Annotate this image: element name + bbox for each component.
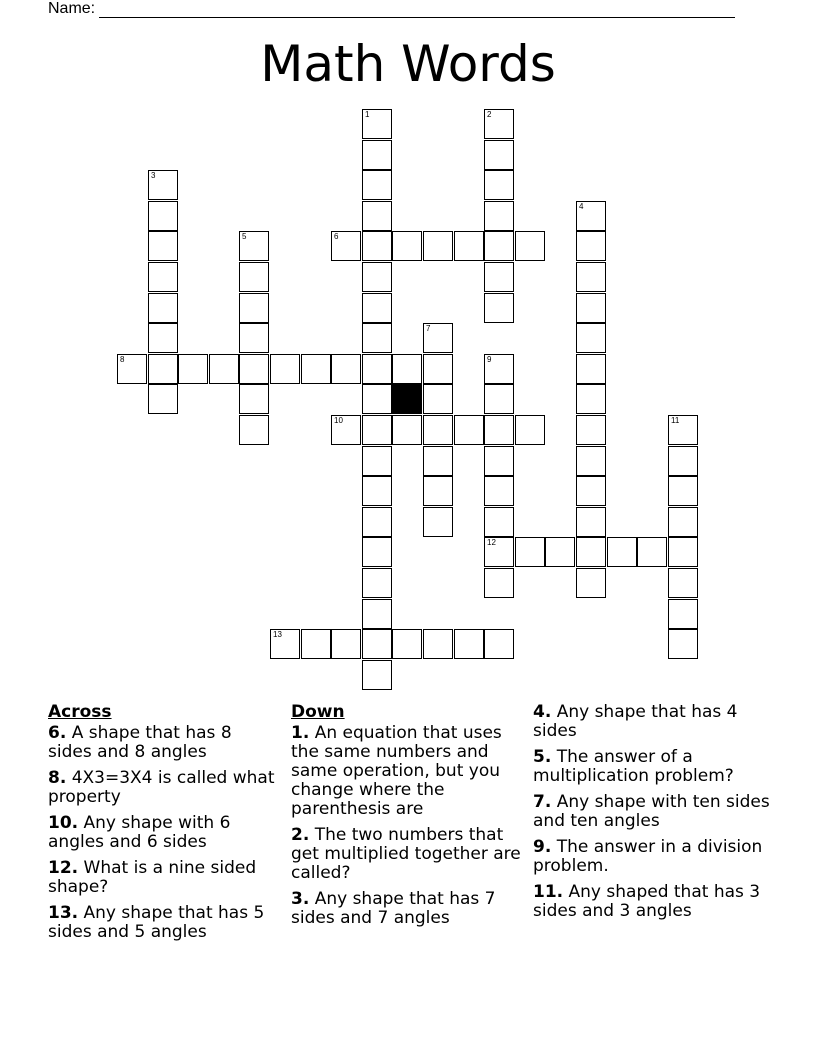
grid-cell[interactable]: [148, 384, 178, 414]
clue-item: [48, 724, 278, 762]
across-clue-list: [48, 724, 278, 942]
grid-cell[interactable]: [668, 599, 698, 629]
clue-item: [533, 703, 773, 741]
grid-cell[interactable]: [484, 507, 514, 537]
down-clues-continued: [533, 703, 773, 928]
grid-cell[interactable]: [239, 415, 269, 445]
grid-cell[interactable]: [423, 354, 453, 384]
clue-item: [533, 793, 773, 831]
clue-item: [291, 890, 521, 928]
grid-cell[interactable]: [362, 140, 392, 170]
clue-item-number: 12.: [48, 858, 79, 878]
clue-item-text: Any shape with ten sides and ten angles: [533, 792, 770, 831]
grid-cell[interactable]: [668, 476, 698, 506]
grid-cell[interactable]: [392, 415, 422, 445]
grid-cell[interactable]: [484, 201, 514, 231]
clue-item-number: 3.: [291, 889, 310, 909]
grid-cell[interactable]: [423, 384, 453, 414]
clue-item-text: Any shape that has 7 sides and 7 angles: [291, 889, 496, 928]
clue-item: [533, 838, 773, 876]
grid-cell[interactable]: [668, 446, 698, 476]
clue-item-text: The answer of a multiplication problem?: [533, 747, 734, 786]
grid-cell[interactable]: [301, 629, 331, 659]
grid-cell[interactable]: [637, 537, 667, 567]
grid-cell[interactable]: [362, 262, 392, 292]
clue-number: 8: [120, 355, 125, 364]
clue-item: [291, 826, 521, 883]
grid-cell[interactable]: [331, 231, 361, 261]
page-title: Math Words: [260, 35, 556, 93]
grid-cell[interactable]: [576, 262, 606, 292]
clue-item: [48, 814, 278, 852]
clue-item: [533, 748, 773, 786]
clue-item-number: 2.: [291, 825, 310, 845]
clue-item-text: Any shape that has 5 sides and 5 angles: [48, 903, 265, 942]
grid-cell[interactable]: [148, 293, 178, 323]
name-label: Name:: [48, 0, 96, 17]
grid-cell[interactable]: [515, 231, 545, 261]
grid-cell[interactable]: [362, 446, 392, 476]
grid-cell[interactable]: [484, 568, 514, 598]
grid-cell[interactable]: [362, 201, 392, 231]
clue-item: [533, 883, 773, 921]
grid-cell[interactable]: [668, 507, 698, 537]
black-square: [392, 384, 422, 414]
grid-cell[interactable]: [423, 415, 453, 445]
grid-cell[interactable]: [239, 323, 269, 353]
grid-cell[interactable]: [576, 231, 606, 261]
grid-cell[interactable]: [484, 446, 514, 476]
clue-item-text: Any shape that has 4 sides: [533, 702, 738, 741]
grid-cell[interactable]: [362, 599, 392, 629]
clue-item-number: 9.: [533, 837, 552, 857]
grid-cell[interactable]: [484, 476, 514, 506]
clue-number: 13: [273, 630, 282, 639]
grid-cell[interactable]: [576, 293, 606, 323]
clue-item-number: 8.: [48, 768, 67, 788]
clue-item-text: The two numbers that get multiplied together are called?: [291, 825, 521, 883]
down-clue-list-2: [533, 703, 773, 921]
grid-cell[interactable]: [117, 354, 147, 384]
grid-cell[interactable]: [209, 354, 239, 384]
grid-cell[interactable]: [423, 507, 453, 537]
clue-item-number: 1.: [291, 723, 310, 743]
grid-cell[interactable]: [515, 537, 545, 567]
grid-cell[interactable]: [423, 476, 453, 506]
clue-item-number: 13.: [48, 903, 79, 923]
grid-cell[interactable]: [423, 629, 453, 659]
grid-cell[interactable]: [331, 354, 361, 384]
grid-cell[interactable]: [239, 293, 269, 323]
grid-cell[interactable]: [607, 537, 637, 567]
grid-cell[interactable]: [484, 415, 514, 445]
clue-number: 4: [579, 202, 584, 211]
grid-cell[interactable]: [301, 354, 331, 384]
clue-item-text: 4X3=3X4 is called what property: [48, 768, 275, 807]
grid-cell[interactable]: [576, 537, 606, 567]
clue-item-number: 10.: [48, 813, 79, 833]
grid-cell[interactable]: [239, 262, 269, 292]
clue-item: [48, 904, 278, 942]
clue-item: [48, 859, 278, 897]
grid-cell[interactable]: [362, 170, 392, 200]
grid-cell[interactable]: [362, 537, 392, 567]
clue-number: 9: [487, 355, 492, 364]
clue-number: 11: [671, 416, 680, 425]
grid-cell[interactable]: [576, 476, 606, 506]
grid-cell[interactable]: [484, 231, 514, 261]
down-heading: Down: [291, 702, 345, 722]
grid-cell[interactable]: [423, 231, 453, 261]
grid-cell[interactable]: [576, 323, 606, 353]
grid-cell[interactable]: [148, 170, 178, 200]
grid-cell[interactable]: [515, 415, 545, 445]
clue-item-number: 6.: [48, 723, 67, 743]
clue-item-number: 11.: [533, 882, 564, 902]
clue-item-text: A shape that has 8 sides and 8 angles: [48, 723, 232, 762]
grid-cell[interactable]: [392, 629, 422, 659]
grid-cell[interactable]: [362, 231, 392, 261]
clue-item-text: What is a nine sided shape?: [48, 858, 257, 897]
grid-cell[interactable]: [668, 629, 698, 659]
grid-cell[interactable]: [178, 354, 208, 384]
grid-cell[interactable]: [362, 629, 392, 659]
clue-item-number: 4.: [533, 702, 552, 722]
grid-cell[interactable]: [576, 415, 606, 445]
down-clue-list-1: [291, 724, 521, 928]
grid-cell[interactable]: [362, 323, 392, 353]
grid-cell[interactable]: [362, 354, 392, 384]
grid-cell[interactable]: [484, 140, 514, 170]
grid-cell[interactable]: [362, 568, 392, 598]
clue-item: [291, 724, 521, 819]
grid-cell[interactable]: [668, 568, 698, 598]
grid-cell[interactable]: [484, 109, 514, 139]
grid-cell[interactable]: [331, 629, 361, 659]
grid-cell[interactable]: [668, 537, 698, 567]
grid-cell[interactable]: [331, 415, 361, 445]
grid-cell[interactable]: [454, 629, 484, 659]
grid-cell[interactable]: [484, 537, 514, 567]
grid-cell[interactable]: [423, 446, 453, 476]
grid-cell[interactable]: [576, 507, 606, 537]
grid-cell[interactable]: [484, 262, 514, 292]
clue-item: [48, 769, 278, 807]
grid-cell[interactable]: [362, 293, 392, 323]
grid-cell[interactable]: [148, 323, 178, 353]
grid-cell[interactable]: [362, 660, 392, 690]
clue-number: 12: [487, 538, 496, 547]
clue-item-text: Any shape with 6 angles and 6 sides: [48, 813, 231, 852]
grid-cell[interactable]: [576, 384, 606, 414]
clue-number: 1: [365, 110, 370, 119]
grid-cell[interactable]: [484, 170, 514, 200]
across-clues: [48, 703, 278, 949]
grid-cell[interactable]: [239, 384, 269, 414]
clue-number: 3: [151, 171, 156, 180]
grid-cell[interactable]: [576, 446, 606, 476]
grid-cell[interactable]: [362, 415, 392, 445]
grid-cell[interactable]: [454, 415, 484, 445]
clue-number: 10: [334, 416, 343, 425]
grid-cell[interactable]: [362, 507, 392, 537]
grid-cell[interactable]: [148, 354, 178, 384]
grid-cell[interactable]: [148, 201, 178, 231]
clue-item-text: The answer in a division problem.: [533, 837, 763, 876]
grid-cell[interactable]: [239, 231, 269, 261]
clue-item-number: 7.: [533, 792, 552, 812]
grid-cell[interactable]: [545, 537, 575, 567]
grid-cell[interactable]: [576, 354, 606, 384]
grid-cell[interactable]: [484, 293, 514, 323]
clue-number: 7: [426, 324, 431, 333]
grid-cell[interactable]: [484, 384, 514, 414]
grid-cell[interactable]: [484, 354, 514, 384]
grid-cell[interactable]: [148, 262, 178, 292]
grid-cell[interactable]: [576, 568, 606, 598]
grid-cell[interactable]: [484, 629, 514, 659]
grid-cell[interactable]: [270, 354, 300, 384]
grid-cell[interactable]: [239, 354, 269, 384]
grid-cell[interactable]: [392, 231, 422, 261]
grid-cell[interactable]: [392, 354, 422, 384]
grid-cell[interactable]: [423, 323, 453, 353]
grid-cell[interactable]: [362, 476, 392, 506]
grid-cell[interactable]: [668, 415, 698, 445]
grid-cell[interactable]: [454, 231, 484, 261]
clue-item-text: Any shaped that has 3 sides and 3 angles: [533, 882, 761, 921]
grid-cell[interactable]: [148, 231, 178, 261]
clue-number: 2: [487, 110, 492, 119]
grid-cell[interactable]: [362, 384, 392, 414]
clue-item-number: 5.: [533, 747, 552, 767]
clue-number: 5: [242, 232, 247, 241]
down-clues: [291, 703, 521, 935]
clue-number: 6: [334, 232, 339, 241]
across-heading: Across: [48, 702, 112, 722]
grid-cell[interactable]: [362, 109, 392, 139]
grid-cell[interactable]: [270, 629, 300, 659]
clue-item-text: An equation that uses the same numbers and same operation, but you change where the parenthesis are: [291, 723, 502, 819]
grid-cell[interactable]: [576, 201, 606, 231]
